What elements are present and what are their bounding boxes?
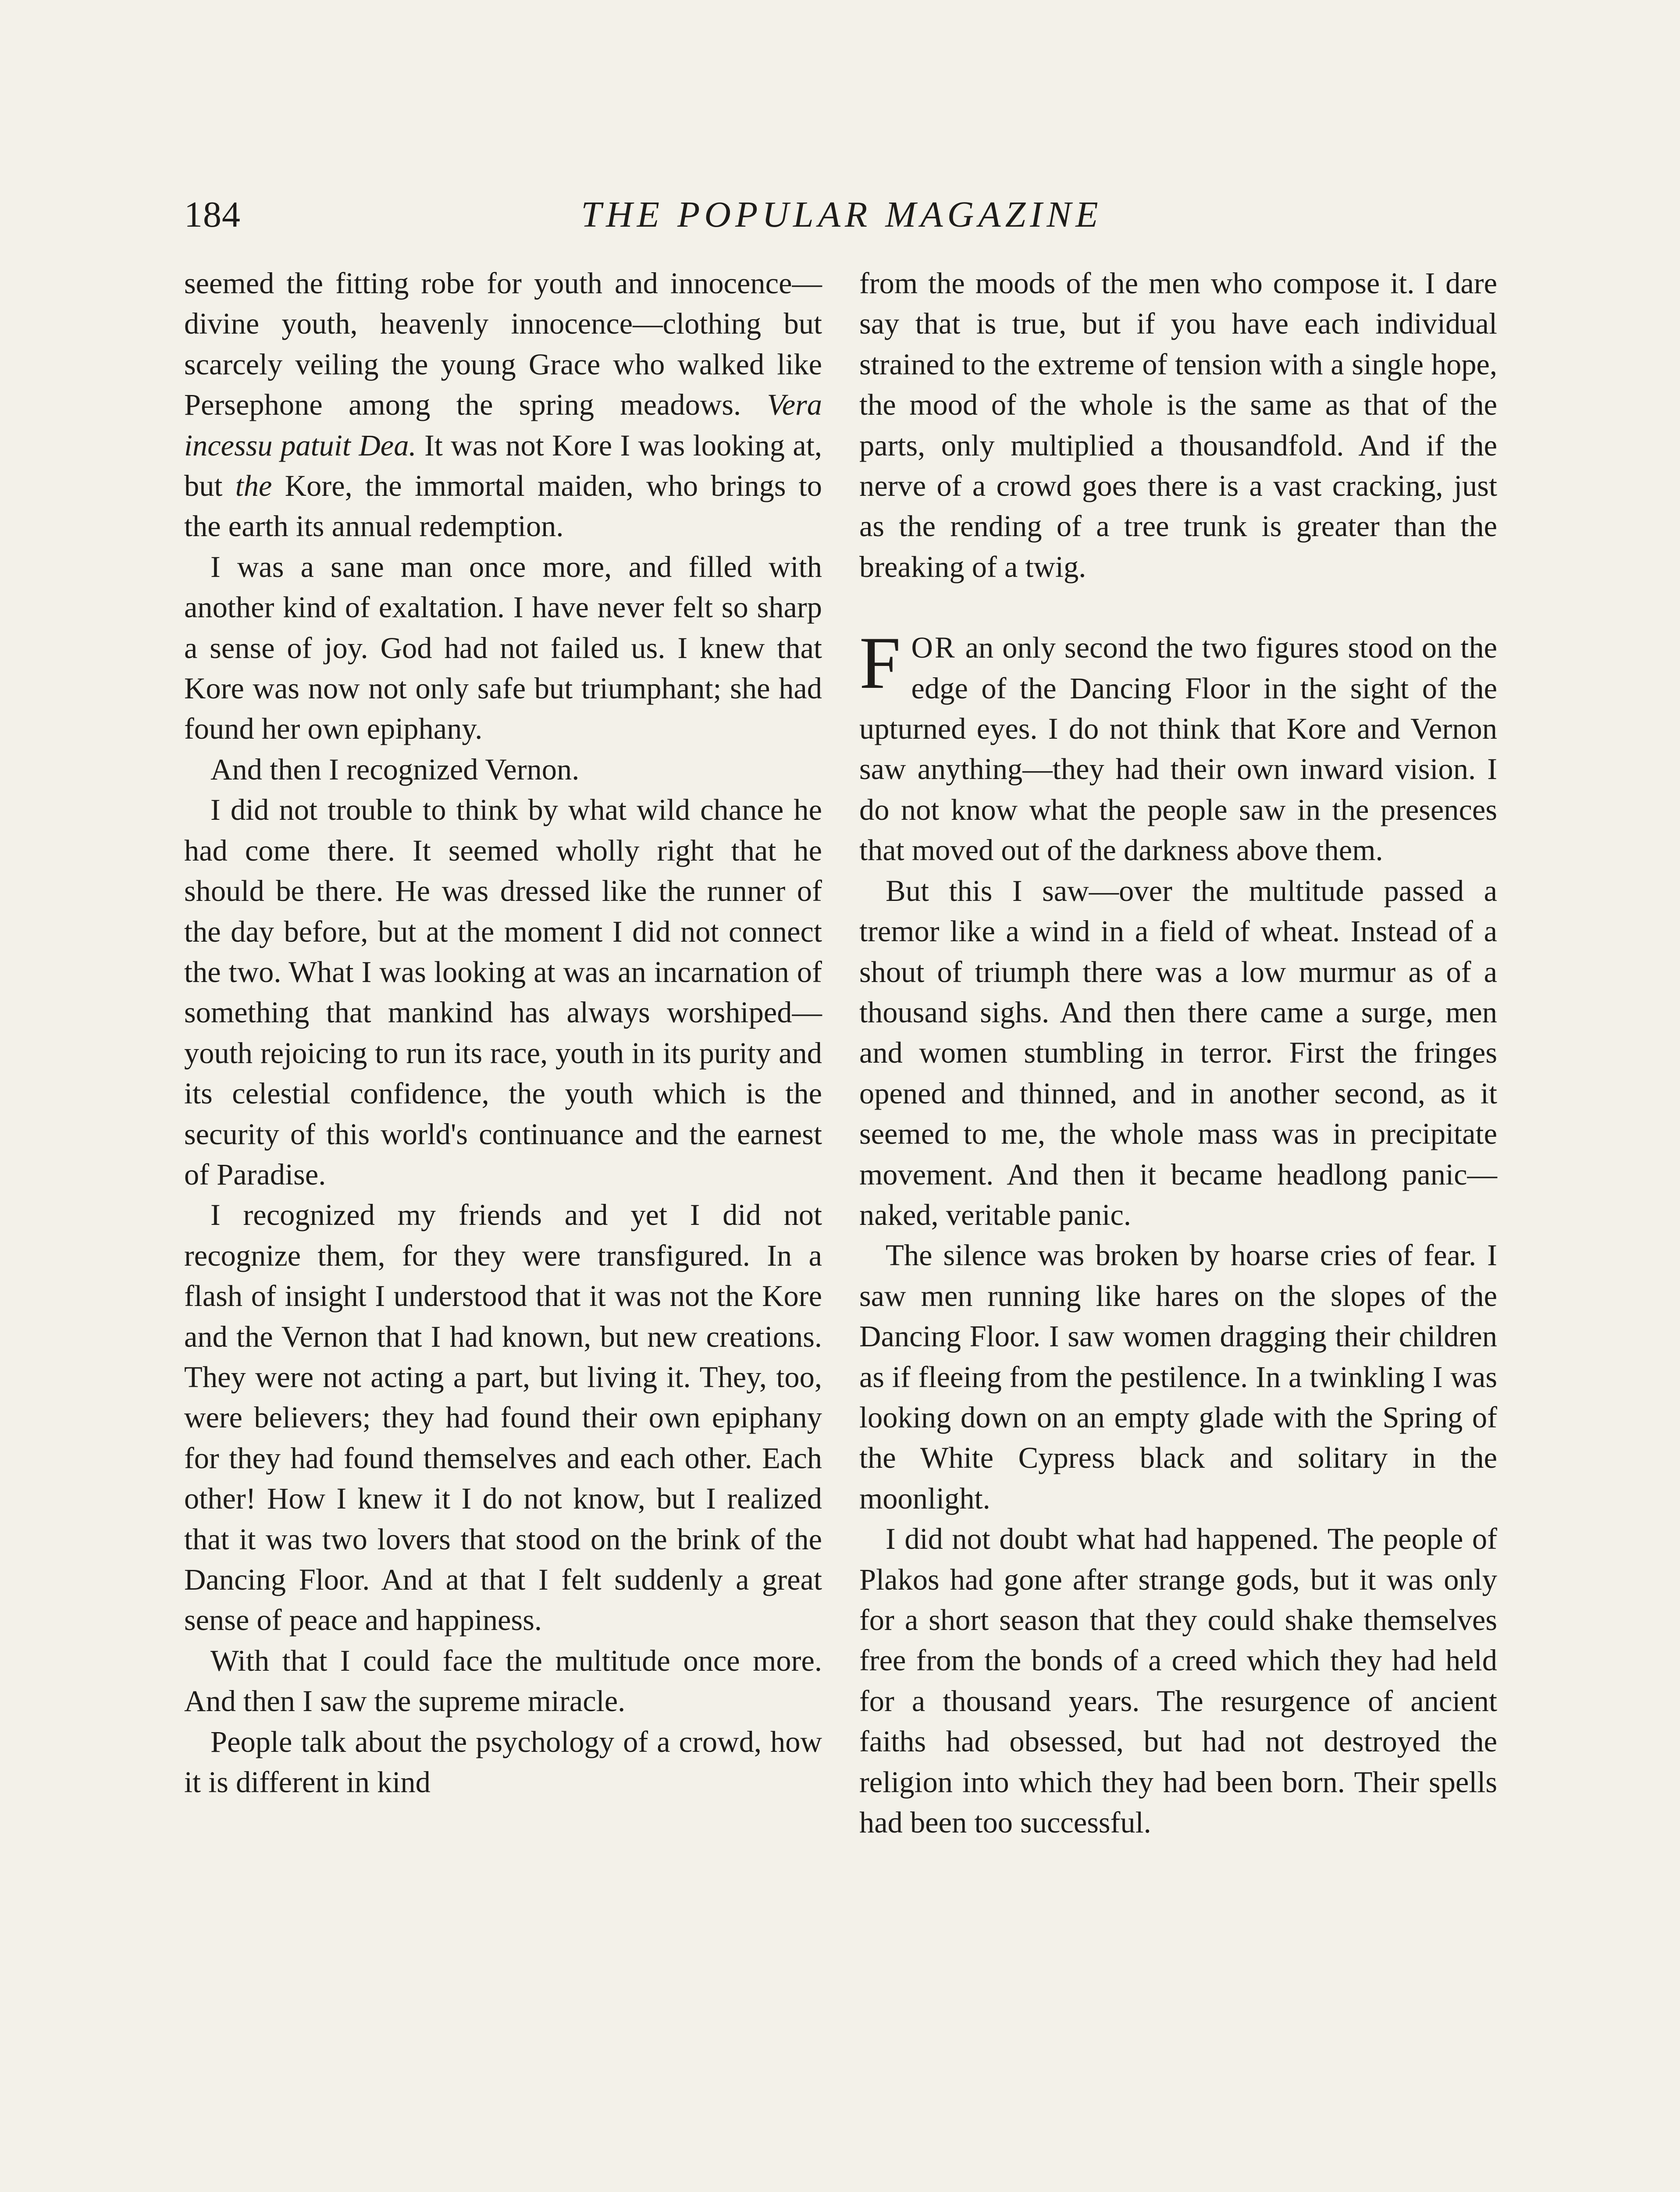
paragraph-text: an only second the two figures stood on the edge of the Dancing Floor in the sight of the upturned eyes. I do not think that Kore and Vernon saw anything—they had their own inward vision. I do not know what the people saw in the presences that moved out of the darkness above them.: [859, 631, 1497, 867]
small-caps-lead: OR: [911, 631, 957, 665]
page-header: [184, 184, 1499, 246]
emphasis-the: the: [235, 469, 272, 503]
drop-cap: F: [859, 622, 901, 705]
left-column: [184, 263, 822, 1802]
paragraph: from the moods of the men who compose it. I dare say that is true, but if you have each individual strained to the extreme of tension with a single hope, the mood of the whole is the same as that of the parts, only multiplied a thousandfold. And if the nerve of a crowd goes there is a vast cracking, just as the rending of a tree trunk is greater than the breaking of a twig.: [859, 267, 1497, 584]
paragraph: I was a sane man once more, and filled with another kind of exaltation. I have never felt so sharp a sense of joy. God had not failed us. I knew that Kore was now not only safe but triumphant; she had found her own epiphany.: [184, 550, 822, 746]
paragraph-text: Kore, the immortal maiden, who brings to the earth its annual redemption.: [184, 469, 822, 543]
paragraph: People talk about the psychology of a crowd, how it is different in kind: [184, 1725, 822, 1799]
paragraph-text: It was not Kore I was looking at, but: [184, 428, 822, 503]
running-title: THE POPULAR MAGAZINE: [581, 194, 1103, 235]
paragraph: I did not trouble to think by what wild chance he had come there. It seemed wholly right that he should be there. He was dressed like the runner of the day before, but at the moment I did not connect the two. What I was looking at was an incarnation of something that mankind has always worshiped—youth rejoicing to run its race, youth in its purity and its celestial confidence, the youth which is the security of this world's continuance and the earnest of Paradise.: [184, 793, 822, 1191]
paragraph: And then I recognized Vernon.: [210, 752, 580, 786]
paragraph: I did not doubt what had happened. The people of Plakos had gone after strange gods, but it was only for a short season that they could shake themselves free from the bonds of a creed which they had held for a thousand years. The resurgence of ancient faiths had obsessed, but had not destroyed the religion into which they had been born. Their spells had been too successful.: [859, 1522, 1497, 1840]
page-number: 184: [184, 194, 241, 235]
paragraph: The silence was broken by hoarse cries of fear. I saw men running like hares on the slopes of the Dancing Floor. I saw women dragging their children as if fleeing from the pestilence. In a twinkling I was looking down on an empty glade with the Spring of the White Cypress black and solitary in the moonlight.: [859, 1238, 1497, 1515]
section-opening-paragraph: [859, 622, 1497, 870]
paragraph: I recognized my friends and yet I did not recognize them, for they were transfigured. In a flash of insight I understood that it was not the Kore and the Vernon that I had known, but new creations. They were not acting a part, but living it. They, too, were believers; they had found their own epiphany for they had found themselves and each other. Each other! How I knew it I do not know, but I realized that it was two lovers that stood on the brink of the Dancing Floor. And at that I felt suddenly a great sense of peace and happiness.: [184, 1198, 822, 1637]
paragraph-text: seemed the fitting robe for youth and innocence—divine youth, heavenly innocence—clothing but scarcely veiling the young Grace who walked like Persephone among the spring meadows.: [184, 267, 822, 422]
right-column: [859, 263, 1497, 1843]
paragraph: [184, 263, 822, 547]
latin-quote: Vera incessu patuit Dea.: [184, 388, 822, 462]
paragraph: But this I saw—over the multitude passed a tremor like a wind in a field of wheat. Instead of a shout of triumph there was a low murmur as of a thousand sighs. And then there came a surge, men and women stumbling in terror. First the fringes opened and thinned, and in another second, as it seemed to me, the whole mass was in precipitate movement. And then it became headlong panic—naked, veritable panic.: [859, 874, 1497, 1231]
paragraph: With that I could face the multitude once more. And then I saw the supreme miracle.: [184, 1644, 822, 1718]
